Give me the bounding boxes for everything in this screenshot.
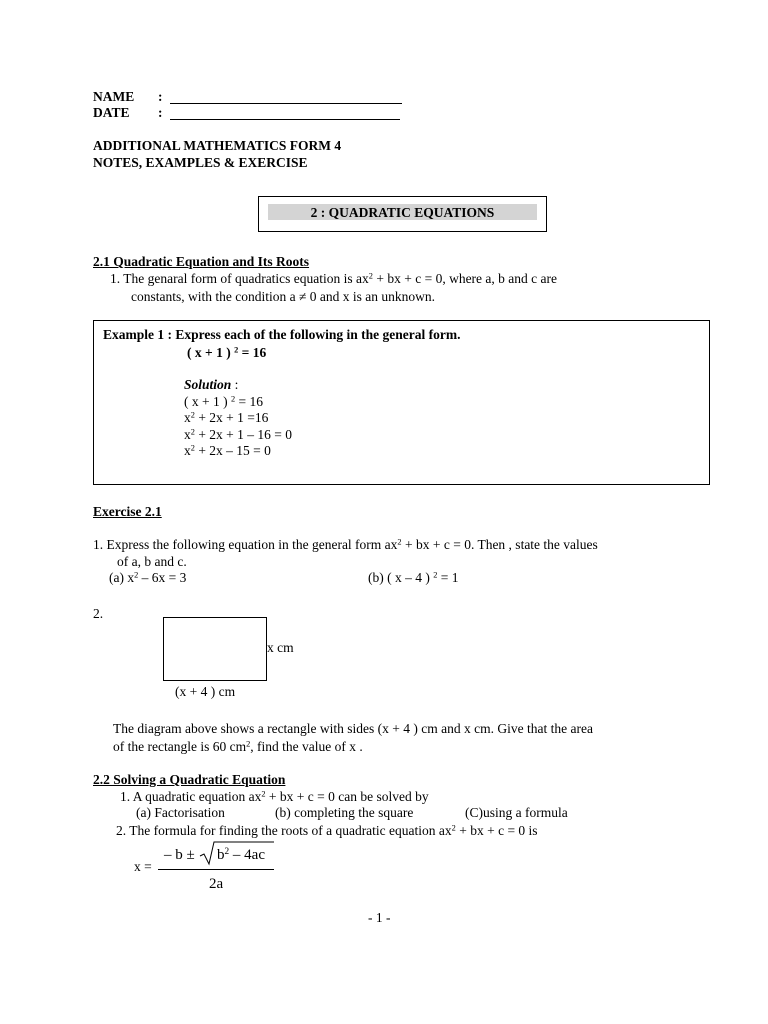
exercise-heading: Exercise 2.1 xyxy=(93,504,162,519)
section-2-2-point-2: 2. The formula for finding the roots of a quadratic equation $ax^2$ + bx + c = 0 is xyxy=(116,823,538,838)
solution-step-1: ( x + 1 ) $^2$ = 16 xyxy=(184,394,264,409)
date-label: DATE xyxy=(93,105,130,120)
exercise-question-1b: (b) ( x – 4 ) $^2$ = 1 xyxy=(368,570,459,585)
solution-step-3: $x^2 + 2x + 1 - 16 = 0$ xyxy=(184,427,293,442)
date-colon: : xyxy=(158,105,163,120)
exercise-question-1-cont: of a, b and c. xyxy=(117,554,187,569)
name-colon: : xyxy=(158,89,163,104)
method-formula: (C)using a formula xyxy=(465,805,568,820)
method-factorisation: (a) Factorisation xyxy=(136,805,225,820)
subject-title: ADDITIONAL MATHEMATICS FORM 4 xyxy=(93,138,342,153)
fraction-bar xyxy=(158,869,274,870)
rectangle-side-label: x cm xyxy=(267,640,294,655)
exercise-question-2-text-cont: of the rectangle is 60 $cm^2$, find the value of x . xyxy=(113,739,363,754)
example-1-equation: ( x + 1 ) $^2$ = 16 xyxy=(187,345,267,360)
rectangle-bottom-label: (x + 4 ) cm xyxy=(175,684,236,699)
rectangle-diagram xyxy=(163,617,267,681)
solution-step-4: $x^2 + 2x - 15 = 0$ xyxy=(184,443,271,458)
section-2-1-point-1: 1. The genaral form of quadratics equation is $ax^2$ + bx + c = 0, where a, b and c are xyxy=(110,271,558,286)
name-field-line[interactable] xyxy=(170,103,402,104)
section-2-1-heading: 2.1 Quadratic Equation and Its Roots xyxy=(93,254,310,269)
solution-label: Solution : xyxy=(184,377,239,392)
chapter-title-box xyxy=(258,196,547,232)
name-label: NAME xyxy=(93,89,135,104)
solution-step-2: $x^2 + 2x + 1 =16$ xyxy=(184,410,269,425)
chapter-title: 2 : QUADRATIC EQUATIONS xyxy=(310,205,495,220)
exercise-question-1a: (a) $x^2 - 6x = 3$ xyxy=(109,570,187,585)
section-2-2-heading: 2.2 Solving a Quadratic Equation xyxy=(93,772,286,787)
exercise-question-2-number: 2. xyxy=(93,606,104,621)
formula-denominator: 2a xyxy=(209,876,224,892)
date-field-line[interactable] xyxy=(170,119,400,120)
method-completing-square: (b) completing the square xyxy=(275,805,414,820)
page-number: - 1 - xyxy=(368,910,391,925)
section-2-2-point-1: 1. A quadratic equation $ax^2$ + bx + c = 0 can be solved by xyxy=(120,789,429,804)
section-2-1-point-1-cont: constants, with the condition a ≠ 0 and x is an unknown. xyxy=(131,289,435,304)
subject-subtitle: NOTES, EXAMPLES & EXERCISE xyxy=(93,155,308,170)
example-1-heading: Example 1 : Express each of the following in the general form. xyxy=(103,327,461,342)
exercise-question-2-text: The diagram above shows a rectangle with sides (x + 4 ) cm and x cm. Give that the area xyxy=(113,721,593,736)
exercise-question-1: 1. Express the following equation in the general form $ax^2$ + bx + c = 0. Then , state the values xyxy=(93,537,598,552)
